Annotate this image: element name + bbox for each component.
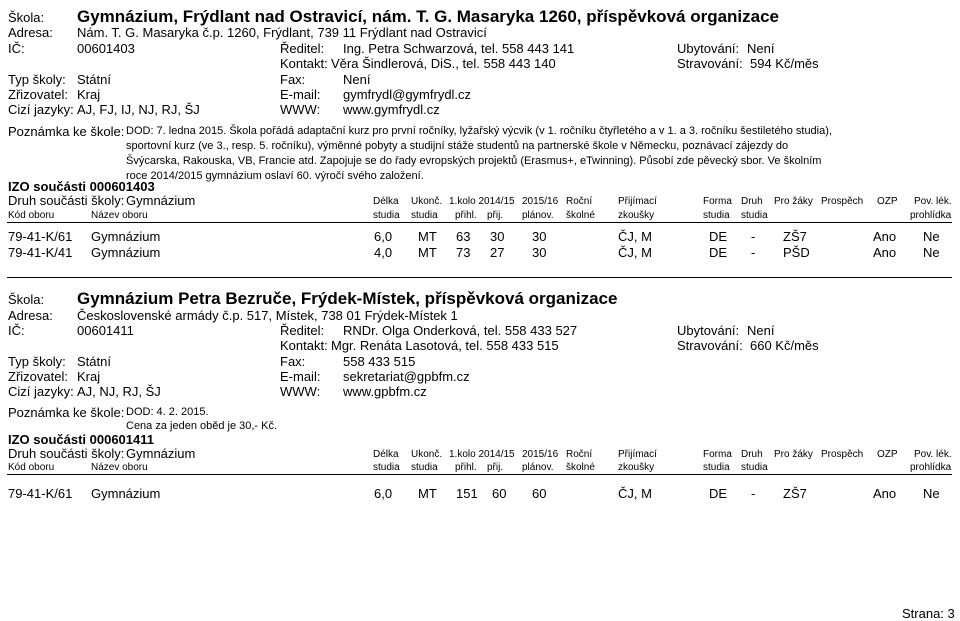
th-studia: studia: [411, 210, 438, 221]
section-divider: [7, 277, 952, 278]
cell-ozp: Ano: [873, 229, 897, 244]
cell-prozaky: PŠD: [783, 245, 810, 260]
label-www: WWW:: [280, 384, 321, 399]
th-ukonc: Ukonč.: [411, 196, 443, 207]
label-kontakt: Kontakt:: [280, 338, 328, 353]
th-prijimaci: Přijímací: [618, 196, 657, 207]
th-forma: Forma: [703, 449, 732, 460]
cell-prij: 27: [490, 245, 505, 260]
note-line: sportovní kurz (ve 3., resp. 5. ročníku), výměnné pobyty a studijní stáže studentů na partnerské škole v Německu, poznávací zájezdy do: [126, 140, 789, 152]
th-prij: přij.: [487, 462, 504, 473]
cell-ozp: Ano: [873, 486, 897, 501]
th-prihl: přihl.: [455, 210, 477, 221]
th-povlek: Pov. lék.: [914, 449, 952, 460]
label-druh: Druh součásti školy:: [8, 446, 125, 461]
th-druh: Druh: [741, 449, 763, 460]
th-prozaky: Pro žáky: [774, 449, 813, 460]
cell-prij: 30: [490, 229, 505, 244]
label-skola: Škola:: [8, 292, 45, 307]
kontakt: Věra Šindlerová, DiS., tel. 558 443 140: [331, 56, 556, 71]
label-ic: IČ:: [8, 41, 25, 56]
page-number: Strana: 3: [902, 606, 955, 621]
ubytovani: Není: [747, 323, 775, 338]
th-studia: studia: [703, 210, 730, 221]
cell-kod: 79-41-K/61: [8, 486, 73, 501]
label-jazyky: Cizí jazyky:: [8, 102, 74, 117]
cell-druh: -: [751, 486, 756, 501]
school-ic: 00601411: [77, 323, 134, 338]
th-rocni: Roční: [566, 449, 593, 460]
label-fax: Fax:: [280, 72, 306, 87]
cell-delka: 6,0: [374, 229, 393, 244]
label-zrizovatel: Zřizovatel:: [8, 369, 68, 384]
label-typ: Typ školy:: [8, 72, 66, 87]
th-2015: 2015/16: [522, 449, 559, 460]
cell-prij: 60: [492, 486, 507, 501]
www-link[interactable]: www.gymfrydl.cz: [343, 102, 440, 117]
cell-povlek: Ne: [923, 486, 940, 501]
izo-heading: IZO součásti 000601411: [8, 432, 154, 447]
th-1kolo: 1.kolo 2014/15: [449, 196, 515, 207]
druh-soucasti: Gymnázium: [126, 446, 196, 461]
cell-delka: 6,0: [374, 486, 393, 501]
th-prohlidka: prohlídka: [910, 462, 952, 473]
th-prospech: Prospěch: [821, 196, 864, 207]
label-fax: Fax:: [280, 354, 306, 369]
th-prihl: přihl.: [455, 462, 477, 473]
label-reditel: Ředitel:: [280, 323, 325, 338]
th-prospech: Prospěch: [821, 449, 864, 460]
th-prijimaci: Přijímací: [618, 449, 657, 460]
th-studia: studia: [373, 210, 400, 221]
note-line: DOD: 4. 2. 2015.: [126, 406, 209, 418]
stravovani: 660 Kč/měs: [750, 338, 819, 353]
th-studia: studia: [741, 462, 768, 473]
label-ubytovani: Ubytování:: [677, 41, 740, 56]
label-druh: Druh součásti školy:: [8, 193, 125, 208]
email-link[interactable]: gymfrydl@gymfrydl.cz: [343, 87, 472, 102]
th-skolne: školné: [566, 210, 595, 221]
cell-prihl: 151: [456, 486, 478, 501]
label-jazyky: Cizí jazyky:: [8, 384, 74, 399]
th-kod: Kód oboru: [8, 210, 55, 221]
label-stravovani: Stravování:: [677, 338, 743, 353]
th-studia: studia: [411, 462, 438, 473]
divider: [7, 474, 952, 475]
cizi-jazyky: AJ, NJ, RJ, ŠJ: [77, 384, 161, 399]
th-ozp: OZP: [877, 196, 898, 207]
th-prij: přij.: [487, 210, 504, 221]
th-nazev: Název oboru: [91, 462, 148, 473]
email-link[interactable]: sekretariat@gpbfm.cz: [343, 369, 470, 384]
th-povlek: Pov. lék.: [914, 196, 952, 207]
note-line: roce 2014/2015 gymnázium oslaví 60. výročí svého založení.: [126, 170, 424, 182]
cell-druh: -: [751, 229, 756, 244]
cell-povlek: Ne: [923, 245, 940, 260]
label-adresa: Adresa:: [8, 308, 53, 323]
label-adresa: Adresa:: [8, 25, 53, 40]
th-planov: plánov.: [522, 210, 554, 221]
school-address: Československé armády č.p. 517, Místek, 738 01 Frýdek-Místek 1: [77, 308, 458, 323]
th-ukonc: Ukonč.: [411, 449, 443, 460]
reditel: RNDr. Olga Onderková, tel. 558 433 527: [343, 323, 578, 338]
cell-ozp: Ano: [873, 245, 897, 260]
note-line: Švýcarska, Rakouska, VB, Francie atd. Zapojuje se do řady evropských projektů (Erasmus+, eTwinning). Působí zde pěvecký sbor. Ve školním: [126, 155, 822, 167]
th-delka: Délka: [373, 196, 399, 207]
label-stravovani: Stravování:: [677, 56, 743, 71]
th-1kolo: 1.kolo 2014/15: [449, 449, 515, 460]
cell-prozaky: ZŠ7: [783, 486, 807, 501]
label-ubytovani: Ubytování:: [677, 323, 740, 338]
label-poznamka: Poznámka ke škole:: [8, 124, 125, 139]
note-line: Cena za jeden oběd je 30,- Kč.: [126, 420, 278, 432]
school-ic: 00601403: [77, 41, 135, 56]
cell-kod: 79-41-K/61: [8, 229, 73, 244]
typ-skoly: Státní: [77, 354, 111, 369]
label-skola: Škola:: [8, 10, 45, 25]
label-email: E-mail:: [280, 369, 321, 384]
label-kontakt: Kontakt:: [280, 56, 328, 71]
cell-prihl: 63: [456, 229, 471, 244]
cell-zkousky: ČJ, M: [618, 245, 652, 260]
th-prozaky: Pro žáky: [774, 196, 813, 207]
divider: [7, 222, 952, 223]
label-www: WWW:: [280, 102, 321, 117]
cell-nazev: Gymnázium: [91, 486, 161, 501]
cell-planov: 30: [532, 245, 547, 260]
cell-druh: -: [751, 245, 756, 260]
cell-prozaky: ZŠ7: [783, 229, 807, 244]
cell-delka: 4,0: [374, 245, 393, 260]
druh-soucasti: Gymnázium: [126, 193, 196, 208]
cell-nazev: Gymnázium: [91, 245, 161, 260]
th-ozp: OZP: [877, 449, 898, 460]
label-typ: Typ školy:: [8, 354, 66, 369]
label-ic: IČ:: [8, 323, 25, 338]
kontakt: Mgr. Renáta Lasotová, tel. 558 433 515: [331, 338, 559, 353]
ubytovani: Není: [747, 41, 775, 56]
reditel: Ing. Petra Schwarzová, tel. 558 443 141: [343, 41, 575, 56]
fax: Není: [343, 72, 371, 87]
label-poznamka: Poznámka ke škole:: [8, 405, 125, 420]
th-studia: studia: [741, 210, 768, 221]
th-zkousky: zkoušky: [618, 462, 655, 473]
cizi-jazyky: AJ, FJ, IJ, NJ, RJ, ŠJ: [77, 102, 200, 117]
th-studia: studia: [373, 462, 400, 473]
label-email: E-mail:: [280, 87, 321, 102]
cell-forma: DE: [709, 245, 728, 260]
cell-ukonc: MT: [418, 486, 437, 501]
th-rocni: Roční: [566, 196, 593, 207]
cell-kod: 79-41-K/41: [8, 245, 73, 260]
th-kod: Kód oboru: [8, 462, 55, 473]
th-druh: Druh: [741, 196, 763, 207]
cell-povlek: Ne: [923, 229, 940, 244]
cell-prihl: 73: [456, 245, 471, 260]
cell-forma: DE: [709, 486, 728, 501]
label-zrizovatel: Zřizovatel:: [8, 87, 68, 102]
th-prohlidka: prohlídka: [910, 210, 952, 221]
www-link[interactable]: www.gpbfm.cz: [343, 384, 427, 399]
izo-heading: IZO součásti 000601403: [8, 179, 155, 194]
note-line: DOD: 7. ledna 2015. Škola pořádá adaptační kurz pro první ročníky, lyžařský výcvik (v 1. ročníku čtyřletého a v 1. a 3. ročníku šestiletého studia),: [126, 125, 832, 137]
cell-planov: 60: [532, 486, 547, 501]
th-2015: 2015/16: [522, 196, 559, 207]
th-forma: Forma: [703, 196, 732, 207]
th-planov: plánov.: [522, 462, 554, 473]
th-nazev: Název oboru: [91, 210, 148, 221]
cell-zkousky: ČJ, M: [618, 229, 652, 244]
school-name: Gymnázium Petra Bezruče, Frýdek-Místek, příspěvková organizace: [77, 289, 618, 308]
cell-planov: 30: [532, 229, 547, 244]
label-reditel: Ředitel:: [280, 41, 325, 56]
fax: 558 433 515: [343, 354, 416, 369]
th-zkousky: zkoušky: [618, 210, 655, 221]
zrizovatel: Kraj: [77, 369, 101, 384]
cell-nazev: Gymnázium: [91, 229, 161, 244]
th-delka: Délka: [373, 449, 399, 460]
school-name: Gymnázium, Frýdlant nad Ostravicí, nám. T. G. Masaryka 1260, příspěvková organizace: [77, 7, 780, 26]
typ-skoly: Státní: [77, 72, 111, 87]
zrizovatel: Kraj: [77, 87, 101, 102]
th-skolne: školné: [566, 462, 595, 473]
school-address: Nám. T. G. Masaryka č.p. 1260, Frýdlant, 739 11 Frýdlant nad Ostravicí: [77, 25, 487, 40]
stravovani: 594 Kč/měs: [750, 56, 819, 71]
cell-ukonc: MT: [418, 229, 437, 244]
cell-ukonc: MT: [418, 245, 437, 260]
cell-forma: DE: [709, 229, 728, 244]
th-studia: studia: [703, 462, 730, 473]
cell-zkousky: ČJ, M: [618, 486, 652, 501]
